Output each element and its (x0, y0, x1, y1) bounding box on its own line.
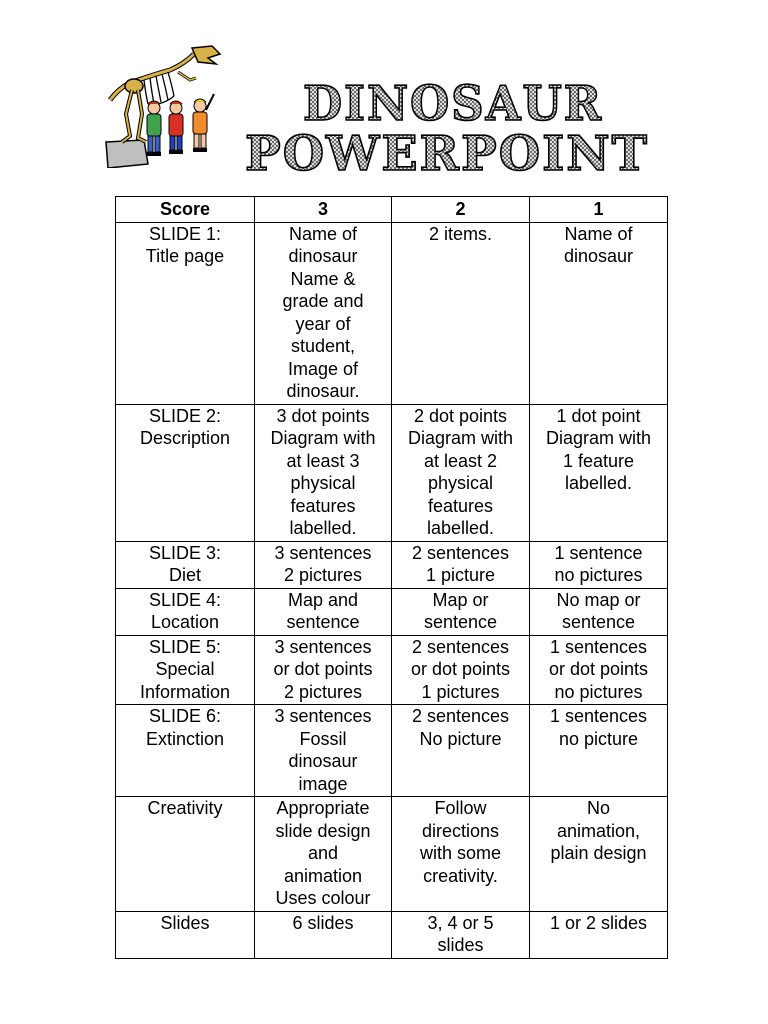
cell-line: Name & (290, 268, 356, 289)
score-1-cell (530, 797, 668, 912)
cell-line: Appropriate (276, 798, 370, 818)
cell-line: with some (419, 843, 502, 863)
criterion-cell (116, 797, 255, 912)
cell-line: animation, (556, 820, 641, 841)
cell-line: 2 sentences (411, 542, 510, 563)
cell-line: Extinction (145, 728, 225, 749)
cell-line: at least 3 (286, 450, 360, 471)
cell-line: 1 dot point (556, 405, 641, 426)
title-line-2: POWERPOINT (245, 126, 649, 176)
cell-line: sentence (561, 612, 636, 632)
cell-line: 1 pictures (421, 681, 500, 702)
score-3-cell (255, 541, 392, 588)
cell-line: SLIDE 3: (148, 542, 222, 563)
cell-line: Diagram with (545, 428, 652, 448)
criterion-cell (116, 705, 255, 797)
criterion-cell (116, 222, 255, 404)
cell-line: 3 sentences (274, 706, 372, 726)
cell-line: SLIDE 5: (148, 636, 222, 657)
score-2-cell (392, 541, 530, 588)
score-2-cell (392, 797, 530, 912)
cell-line: Creativity (147, 798, 223, 818)
cell-line: dinosaur. (286, 381, 360, 401)
cell-line: labelled. (289, 518, 357, 538)
score-2-cell (392, 588, 530, 635)
score-2-cell (392, 404, 530, 541)
header-1: 1 (530, 197, 668, 223)
cell-line: SLIDE 6: (148, 706, 222, 726)
score-1-cell (530, 222, 668, 404)
cell-line: 2 pictures (283, 565, 363, 585)
cell-line: 1 sentence (554, 542, 643, 563)
cell-line: or dot points (548, 659, 649, 679)
cell-line: 2 dot points (413, 405, 508, 426)
cell-line: SLIDE 4: (148, 589, 222, 610)
cell-line: 2 items. (428, 223, 493, 244)
cell-line: Diet (168, 565, 201, 585)
table-row (116, 222, 668, 404)
table-row (116, 588, 668, 635)
score-2-cell (392, 705, 530, 797)
score-1-cell (530, 635, 668, 705)
cell-line: 1 or 2 slides (549, 912, 648, 933)
dinosaur-skeleton-with-children-icon (104, 44, 226, 168)
cell-line: features (427, 495, 494, 516)
cell-line: No (586, 798, 610, 818)
criterion-cell (116, 911, 255, 958)
cell-line: animation (283, 865, 363, 886)
cell-line: Title page (145, 246, 225, 266)
cell-line: labelled. (564, 473, 633, 493)
header-score: Score (116, 197, 255, 223)
table-row (116, 635, 668, 705)
cell-line: labelled. (426, 518, 495, 538)
cell-line: dinosaur (288, 751, 358, 771)
score-1-cell (530, 541, 668, 588)
cell-line: grade and (282, 291, 364, 311)
score-1-cell (530, 404, 668, 541)
page-title (243, 76, 663, 176)
cell-line: Uses colour (275, 888, 371, 908)
header-2: 2 (392, 197, 530, 223)
table-row (116, 541, 668, 588)
cell-line: 2 sentences (411, 636, 510, 657)
rubric-body (116, 222, 668, 958)
cell-line: Location (150, 612, 220, 632)
cell-line: physical (290, 473, 356, 493)
cell-line: No picture (419, 728, 502, 749)
cell-line: no picture (558, 728, 639, 749)
cell-line: dinosaur (288, 246, 358, 266)
cell-line: No map or (556, 589, 641, 610)
cell-line: Map and (287, 589, 359, 610)
cell-line: features (290, 495, 356, 516)
criterion-cell (116, 588, 255, 635)
cell-line: 1 sentences (549, 706, 648, 726)
cell-line: Follow (434, 798, 487, 818)
cell-line: 1 picture (425, 565, 496, 585)
score-3-cell (255, 222, 392, 404)
score-3-cell (255, 404, 392, 541)
cell-line: plain design (550, 843, 647, 863)
cell-line: student, (290, 336, 356, 356)
title-line-1: DINOSAUR (303, 76, 603, 132)
cell-line: physical (427, 473, 494, 493)
cell-line: 3 sentences (274, 636, 372, 657)
score-3-cell (255, 705, 392, 797)
cell-line: Name of (288, 223, 358, 244)
score-3-cell (255, 588, 392, 635)
cell-line: 6 slides (292, 912, 354, 933)
score-1-cell (530, 705, 668, 797)
dinosaur-skeleton-clipart (104, 44, 226, 168)
cell-line: dinosaur (563, 246, 634, 266)
criterion-cell (116, 635, 255, 705)
table-row (116, 797, 668, 912)
cell-line: 2 sentences (411, 706, 510, 726)
cell-line: slide design (275, 820, 371, 841)
cell-line: Name of (564, 223, 633, 244)
cell-line: Image of (287, 358, 359, 379)
cell-line: Special (155, 659, 215, 679)
header-row (116, 197, 668, 223)
cell-line: sentence (423, 612, 498, 632)
cell-line: sentence (286, 612, 360, 632)
table-row (116, 404, 668, 541)
cell-line: or dot points (273, 659, 373, 679)
score-3-cell (255, 911, 392, 958)
cell-line: Description (139, 428, 231, 448)
rubric-table (115, 196, 668, 959)
cell-line: 1 sentences (549, 636, 648, 657)
score-2-cell (392, 911, 530, 958)
cell-line: or dot points (410, 659, 511, 679)
cell-line: directions (421, 820, 500, 841)
cell-line: no pictures (554, 565, 643, 585)
score-2-cell (392, 222, 530, 404)
criterion-cell (116, 404, 255, 541)
table-row (116, 911, 668, 958)
cell-line: slides (437, 935, 484, 955)
criterion-cell (116, 541, 255, 588)
cell-line: no pictures (554, 681, 643, 702)
cell-line: Fossil (299, 728, 347, 749)
table-row (116, 705, 668, 797)
score-3-cell (255, 635, 392, 705)
score-3-cell (255, 797, 392, 912)
cell-line: Diagram with (407, 428, 514, 448)
score-1-cell (530, 911, 668, 958)
cell-line: SLIDE 2: (148, 405, 222, 426)
cell-line: 3, 4 or 5 (427, 912, 494, 933)
cell-line: year of (295, 313, 351, 334)
cell-line: 1 feature (562, 450, 635, 471)
cell-line: Map or (432, 589, 489, 610)
cell-line: 3 dot points (276, 405, 370, 426)
score-1-cell (530, 588, 668, 635)
cell-line: image (298, 773, 348, 794)
cell-line: creativity. (423, 865, 498, 886)
cell-line: SLIDE 1: (148, 223, 222, 244)
cell-line: at least 2 (423, 450, 498, 471)
header-3: 3 (255, 197, 392, 223)
score-2-cell (392, 635, 530, 705)
cell-line: 2 pictures (283, 681, 363, 702)
cell-line: Slides (160, 912, 210, 933)
cell-line: and (307, 843, 339, 863)
cell-line: Diagram with (270, 428, 376, 448)
cell-line: Information (139, 681, 231, 702)
cell-line: 3 sentences (274, 542, 372, 563)
